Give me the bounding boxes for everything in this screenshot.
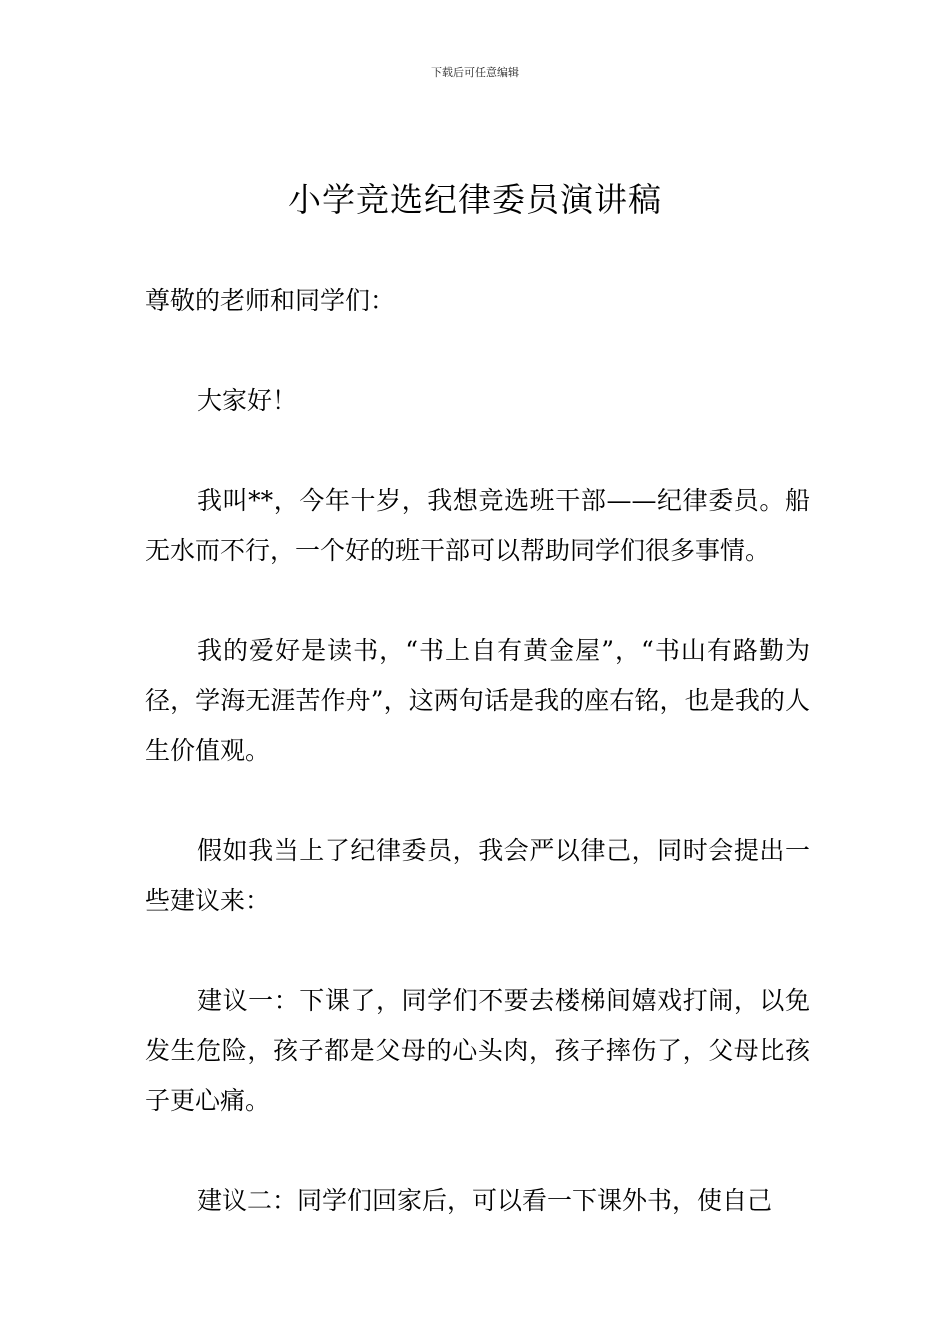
suggestion-2-block — [145, 1176, 810, 1226]
paragraph-suggestion-2: 建议二：同学们回家后，可以看一下课外书，使自己 — [197, 1186, 773, 1215]
promise-block — [145, 826, 810, 926]
suggestion-1-block — [145, 976, 810, 1126]
hobby-block — [145, 626, 810, 776]
header-note: 下载后可任意编辑 — [431, 66, 519, 79]
paragraph-greeting: 大家好！ — [197, 386, 298, 415]
paragraph-salutation: 尊敬的老师和同学们： — [145, 286, 396, 315]
document-title: 小学竞选纪律委员演讲稿 — [288, 180, 662, 219]
paragraph-promise: 假如我当上了纪律委员，我会严以律己，同时会提出一些建议来： — [145, 836, 810, 915]
paragraph-intro: 我叫**，今年十岁，我想竞选班干部——纪律委员。船无水而不行，一个好的班干部可以帮助同学们很多事情。 — [145, 486, 810, 565]
salutation-block — [145, 276, 810, 326]
paragraph-hobby: 我的爱好是读书，“书上自有黄金屋”，“书山有路勤为径，学海无涯苦作舟”，这两句话是我的座右铭，也是我的人生价值观。 — [145, 636, 810, 765]
intro-block — [145, 476, 810, 576]
paragraph-suggestion-1: 建议一：下课了，同学们不要去楼梯间嬉戏打闹，以免发生危险，孩子都是父母的心头肉，孩子摔伤了，父母比孩子更心痛。 — [145, 986, 810, 1115]
greeting-block — [145, 376, 810, 426]
